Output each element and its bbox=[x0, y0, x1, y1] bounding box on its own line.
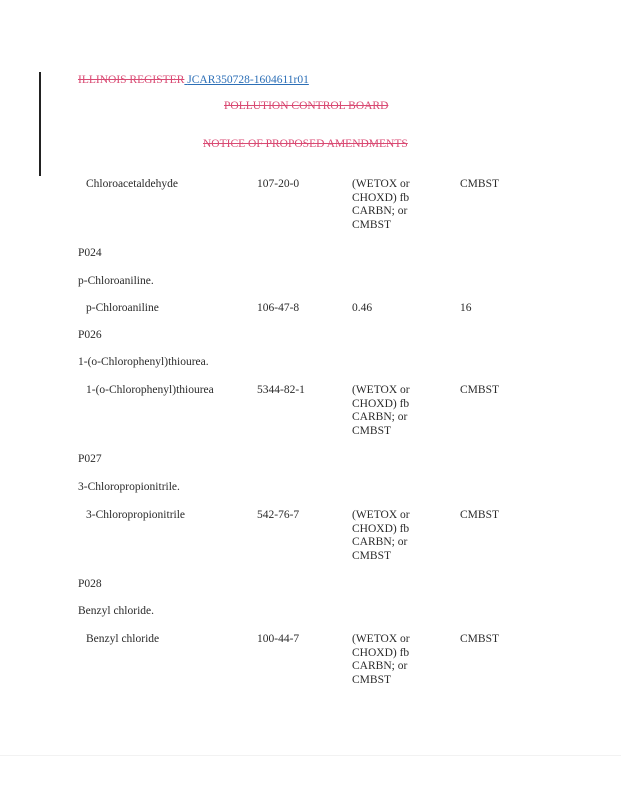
register-struck: ILLINOIS REGISTER bbox=[78, 74, 185, 86]
waste-code: P024 bbox=[78, 247, 102, 259]
nonwastewater-standard: 16 bbox=[460, 302, 472, 314]
tech-line: 0.46 bbox=[352, 302, 373, 314]
board-heading: POLLUTION CONTROL BOARD bbox=[224, 100, 389, 112]
nonwastewater-standard: CMBST bbox=[460, 178, 499, 190]
page-footer-rule bbox=[0, 755, 621, 756]
waste-code: P027 bbox=[78, 453, 102, 465]
tech-line: CHOXD) fb bbox=[352, 646, 410, 659]
waste-heading: 1-(o-Chlorophenyl)thiourea. bbox=[78, 356, 209, 368]
constituent-name: 1-(o-Chlorophenyl)thiourea bbox=[86, 384, 214, 396]
tech-line: (WETOX or bbox=[352, 178, 410, 190]
tech-line: CHOXD) fb bbox=[352, 191, 410, 204]
tech-line: CMBST bbox=[352, 549, 391, 562]
waste-code: P028 bbox=[78, 578, 102, 590]
constituent-name: Benzyl chloride bbox=[86, 633, 160, 645]
tech-line: CHOXD) fb bbox=[352, 522, 410, 535]
tech-line: CARBN; or bbox=[352, 411, 408, 423]
waste-code: P026 bbox=[78, 329, 102, 341]
technology-code bbox=[352, 509, 410, 563]
cas-number: 100-44-7 bbox=[257, 633, 300, 645]
tech-line: CARBN; or bbox=[352, 205, 408, 217]
nonwastewater-standard: CMBST bbox=[460, 633, 499, 645]
tech-line: CMBST bbox=[352, 673, 391, 686]
technology-code bbox=[352, 633, 410, 687]
nonwastewater-standard: CMBST bbox=[460, 509, 499, 521]
nonwastewater-standard: CMBST bbox=[460, 384, 499, 396]
constituent-name: 3-Chloropropionitrile bbox=[86, 509, 186, 521]
technology-code bbox=[352, 302, 372, 316]
tech-line: CMBST bbox=[352, 218, 391, 231]
register-inserted: JCAR350728-1604611r01 bbox=[187, 74, 309, 86]
cas-number: 542-76-7 bbox=[257, 509, 300, 521]
waste-heading: Benzyl chloride. bbox=[78, 605, 155, 617]
technology-code bbox=[352, 384, 410, 438]
constituent-name: p-Chloroaniline bbox=[86, 302, 159, 314]
cas-number: 106-47-8 bbox=[257, 302, 300, 314]
waste-heading: 3-Chloropropionitrile. bbox=[78, 481, 180, 493]
waste-heading: p-Chloroaniline. bbox=[78, 275, 154, 287]
register-header bbox=[78, 74, 309, 86]
technology-code bbox=[352, 178, 410, 232]
constituent-name: Chloroacetaldehyde bbox=[86, 178, 178, 190]
tech-line: CMBST bbox=[352, 424, 391, 437]
tech-line: CHOXD) fb bbox=[352, 397, 410, 410]
change-bar bbox=[39, 72, 41, 176]
notice-heading: NOTICE OF PROPOSED AMENDMENTS bbox=[203, 138, 408, 150]
tech-line: (WETOX or bbox=[352, 509, 410, 521]
cas-number: 5344-82-1 bbox=[257, 384, 305, 396]
tech-line: CARBN; or bbox=[352, 536, 408, 548]
cas-number: 107-20-0 bbox=[257, 178, 300, 190]
tech-line: (WETOX or bbox=[352, 633, 410, 645]
tech-line: CARBN; or bbox=[352, 660, 408, 672]
tech-line: (WETOX or bbox=[352, 384, 410, 396]
